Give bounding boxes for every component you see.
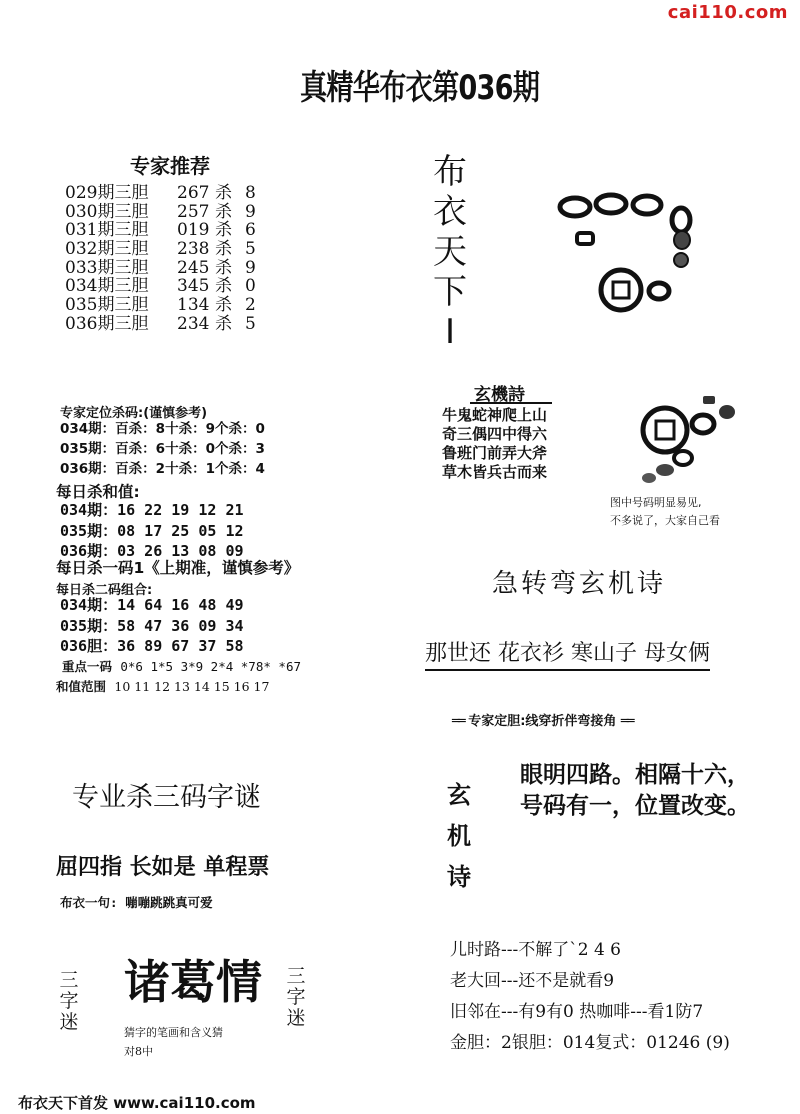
expert-heading: 专家推荐 [130,154,210,178]
tip-row: 金胆：2银胆：014复式：01246 (9) [450,1033,730,1053]
sum-range-label: 和值范围 [56,679,107,694]
position-row: 036期：百杀：2十杀：1个杀：4 [60,461,265,477]
xuanji-lines [442,406,547,482]
chain-link [672,208,690,232]
expert-row-kill-num: 9 [245,257,256,278]
riddle-note-1: 猜字的笔画和含义猜 [124,1026,223,1039]
kill-one-code: 每日杀一码1《上期准，谨慎参考》 [56,559,300,577]
expert-dan-heading: 专家定胆:线穿折伴弯接角 [468,714,617,729]
chain-link [633,196,661,214]
coin-icon [643,408,687,452]
daily-sum-heading: 每日杀和值: [56,483,140,501]
kill-two-row: 034期：14 64 16 48 49 [60,596,244,614]
chain-link [560,198,590,216]
chain-link [642,473,656,483]
rule-right: ══ [620,714,633,729]
expert-row-issue: 033期三胆 [65,257,149,278]
expert-row-issue: 036期三胆 [65,313,149,334]
position-heading: 专家定位杀码:(谨慎参考) [60,406,208,421]
expert-row-issue: 035期三胆 [65,295,149,316]
riddle-line: 屈四指 长如是 单程票 [56,855,270,880]
ingot-icon [577,233,593,244]
footer: 布衣天下首发 www.cai110.com [18,1094,256,1112]
expert-row-kill-num: 2 [245,295,256,316]
ingot-icon [703,396,715,404]
sum-range-value: 10 11 12 13 14 15 16 17 [114,679,270,694]
position-row: 034期：百杀：8十杀：9个杀：0 [60,421,265,437]
site-url[interactable]: cai110.com [667,2,788,23]
chain-link [674,231,690,249]
expert-row-nums: 257 [177,201,210,222]
kill-two-row: 035期：58 47 36 09 34 [60,616,244,635]
expert-row-kill: 杀 [215,276,232,297]
daily-sum-row: 035期：08 17 25 05 12 [60,521,244,540]
one-line-text: 嘣嘣跳跳真可爱 [125,895,213,910]
tip-row: 老大回---还不是就看9 [450,971,615,991]
key-code-label: 重点一码 [62,659,113,674]
chain-picture [555,185,705,315]
expert-row-kill: 杀 [215,257,232,278]
expert-row-issue: 031期三胆 [65,220,149,241]
one-line-row [60,893,213,911]
expert-row-kill-num: 9 [245,201,256,222]
side-label-left: 三字迷 [59,969,79,1033]
sum-range-line [56,677,269,695]
xuanji-line: 奇三偶四中得六 [442,425,548,443]
daily-sum-row: 036期：03 26 13 08 09 [60,542,244,560]
rule-left: ══ [452,714,464,729]
expert-row-kill-num: 6 [245,220,256,241]
coin-hole [656,421,674,439]
kill-two-row: 036胆：36 89 67 37 58 [60,637,244,655]
daily-sum-row: 034期：16 22 19 12 21 [60,501,244,519]
expert-row-nums: 267 [177,183,210,203]
one-line-label: 布衣一句: [60,895,118,910]
expert-row-kill: 杀 [215,201,232,222]
expert-row-kill-num: 8 [245,183,256,203]
expert-row-kill: 杀 [215,295,232,316]
coin-icon [601,270,641,310]
expert-row-nums: 134 [177,295,210,316]
expert-row-kill: 杀 [215,239,232,260]
expert-row-kill: 杀 [215,183,232,203]
turn-heading: 急转弯玄机诗 [492,569,667,599]
kill-two-heading: 每日杀二码组合: [56,583,153,598]
xuanji2-line: 眼明四路。相隔十六， [520,762,750,788]
expert-row-kill-num: 5 [245,313,256,334]
expert-row-issue: 032期三胆 [65,239,149,260]
kill-two-rows [60,595,244,657]
daily-sum-rows [60,500,244,562]
position-rows [60,419,265,479]
chain-link [656,464,674,476]
xuanji-heading-rule [470,402,552,404]
xuanji-heading: 玄機詩 [474,385,525,405]
big-riddle: 诸葛情 [124,955,262,1009]
xuanji2-line: 号码有一，位置改变。 [520,793,750,819]
tip-row: 儿时路---不解了`2 4 6 [450,940,621,960]
xuanji2-vertical: 玄机诗 [447,781,471,891]
expert-row-issue: 030期三胆 [65,201,149,222]
riddle-heading: 专业杀三码字谜 [72,782,261,813]
expert-dan-row [452,710,633,729]
xuanji-line: 牛鬼蛇神爬上山 [442,406,548,424]
chain-link [692,415,714,433]
xuanji-line: 草木皆兵古而来 [442,463,548,481]
expert-row-kill: 杀 [215,313,232,334]
expert-row-issue: 029期三胆 [65,183,149,203]
expert-row-kill: 杀 [215,220,232,241]
tips [450,935,730,1059]
key-code-line [62,657,301,675]
chain-link [649,283,669,299]
side-label-right: 三字迷 [286,965,306,1029]
chain-link [596,195,626,213]
chain-link [674,451,692,465]
chain-picture-2 [635,390,745,490]
turn-line: 那世还 花衣衫 寒山子 母女俩 [425,636,710,671]
chain-link [674,253,688,267]
key-code-value: 0*6 1*5 3*9 2*4 *78* *67 [120,659,301,674]
page-title: 真精华布衣第036期 [300,68,540,108]
expert-row-nums: 234 [177,313,210,334]
expert-row-issue: 034期三胆 [65,276,149,297]
coin-hole [613,282,629,298]
riddle-note-2: 对8中 [124,1045,153,1058]
xuanji2-lines [520,760,750,822]
buyi-vertical: 布衣天下I [433,152,467,352]
tip-row: 旧邻在---有9有0 热咖啡---看1防7 [450,1002,704,1022]
xuanji-line: 鲁班门前弄大斧 [442,444,548,462]
chain-link [719,405,735,419]
expert-row-kill-num: 5 [245,239,256,260]
expert-row-kill-num: 0 [245,276,256,297]
expert-row-nums: 345 [177,276,210,297]
expert-row-nums: 238 [177,239,210,260]
expert-row-nums: 245 [177,257,210,278]
xuanji-note-1: 图中号码明显易见, [610,496,702,509]
expert-row-nums: 019 [177,220,210,241]
position-row: 035期：百杀：6十杀：0个杀：3 [60,441,265,457]
xuanji-note-2: 不多说了，大家自己看 [610,514,720,527]
